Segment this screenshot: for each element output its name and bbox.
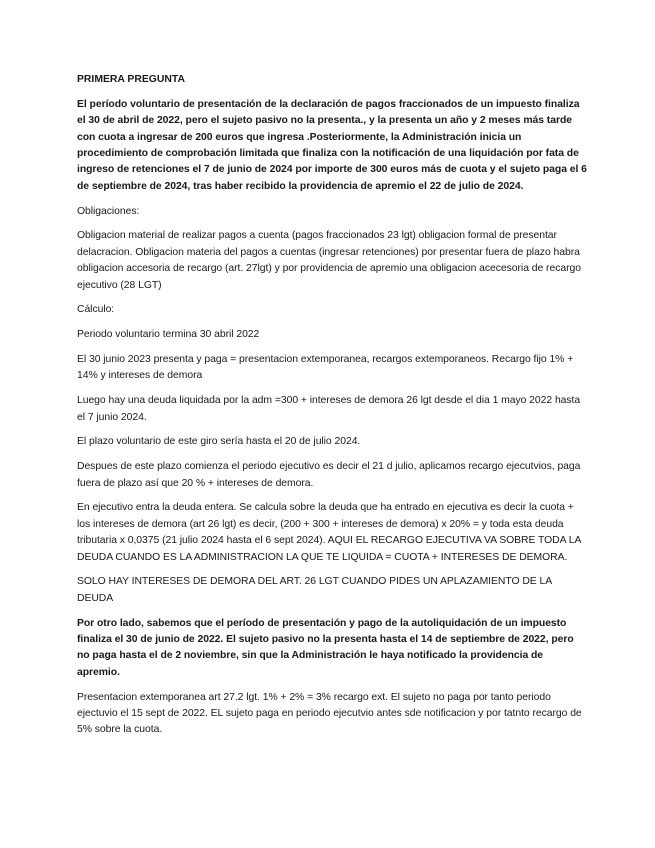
paragraph: Cálculo: bbox=[77, 304, 115, 316]
document-page bbox=[77, 72, 587, 747]
paragraph: El 30 junio 2023 presenta y paga = presentacion extemporanea, recargos extemporaneos. Recargo fijo 1% + 14% y intereses de demora bbox=[77, 354, 574, 382]
paragraph: Luego hay una deuda liquidada por la adm =300 + intereses de demora 26 lgt desde el dia 1 mayo 2022 hasta el 7 junio 2024. bbox=[77, 395, 581, 423]
paragraph: Obligaciones: bbox=[77, 205, 140, 217]
paragraph-list bbox=[77, 97, 587, 739]
paragraph: Periodo voluntario termina 30 abril 2022 bbox=[77, 329, 260, 341]
paragraph: Por otro lado, sabemos que el período de presentación y pago de la autoliquidación de un impuesto finaliza el 30 de junio de 2022. El sujeto pasivo no la presenta hasta el 14 de septiembre de 2022, pero no paga hasta el de 2 noviembre, sin que la Administración le haya notificado la providencia de apremio. bbox=[77, 617, 574, 678]
paragraph: SOLO HAY INTERESES DE DEMORA DEL ART. 26 LGT CUANDO PIDES UN APLAZAMIENTO DE LA DEUDA bbox=[77, 576, 552, 604]
paragraph: En ejecutivo entra la deuda entera. Se calcula sobre la deuda que ha entrado en ejecutiva es decir la cuota + los intereses de demora (art 26 lgt) es decir, (200 + 300 + intereses de demora) x 20% = y toda esta deuda tributaria x 0,0375 (21 julio 2024 hasta el 6 sept 2024). AQUI EL RECARGO EJECUTIVA VA SOBRE TODA LA DEUDA CUANDO ES LA ADMINISTRACION LA QUE TE LIQUIDA = CUOTA + INTERESES DE DEMORA. bbox=[77, 502, 581, 563]
paragraph: Presentacion extemporanea art 27.2 lgt. 1% + 2% = 3% recargo ext. El sujeto no paga por tanto periodo ejectuvio el 15 sept de 2022. EL sujeto paga en periodo ejecutvio antes sde notificacion y por tatnto recargo de 5% sobre la cuota. bbox=[77, 691, 582, 736]
paragraph: Despues de este plazo comienza el periodo ejecutivo es decir el 21 d julio, aplicamos recargo ejecutvios, paga fuera de plazo así que 20 % + intereses de demora. bbox=[77, 461, 581, 489]
paragraph: El plazo voluntario de este giro sería hasta el 20 de julio 2024. bbox=[77, 436, 361, 448]
paragraph: Obligacion material de realizar pagos a cuenta (pagos fraccionados 23 lgt) obligacion formal de presentar delacracion. Obligacion materia del pagos a cuentas (ingresar retenciones) por presentar fuera de plazo habra obligacion accesoria de recargo (art. 27lgt) y por providencia de apremio una obligacion acecesoria de recargo ejecutivo (28 LGT) bbox=[77, 230, 581, 291]
paragraph: El período voluntario de presentación de la declaración de pagos fraccionados de un impuesto finaliza el 30 de abril de 2022, pero el sujeto pasivo no la presenta., y la presenta un año y 2 meses más tarde con cuota a ingresar de 200 euros que ingresa .Posteriormente, la Administración inicia un procedimiento de comprobación limitada que finaliza con la notificación de una liquidación por fata de ingreso de retenciones el 7 de junio de 2024 por importe de 300 euros más de cuota y el sujeto paga el 6 de septiembre de 2024, tras haber recibido la providencia de apremio el 22 de julio de 2024. bbox=[77, 98, 587, 192]
question-heading: PRIMERA PREGUNTA bbox=[77, 74, 185, 85]
